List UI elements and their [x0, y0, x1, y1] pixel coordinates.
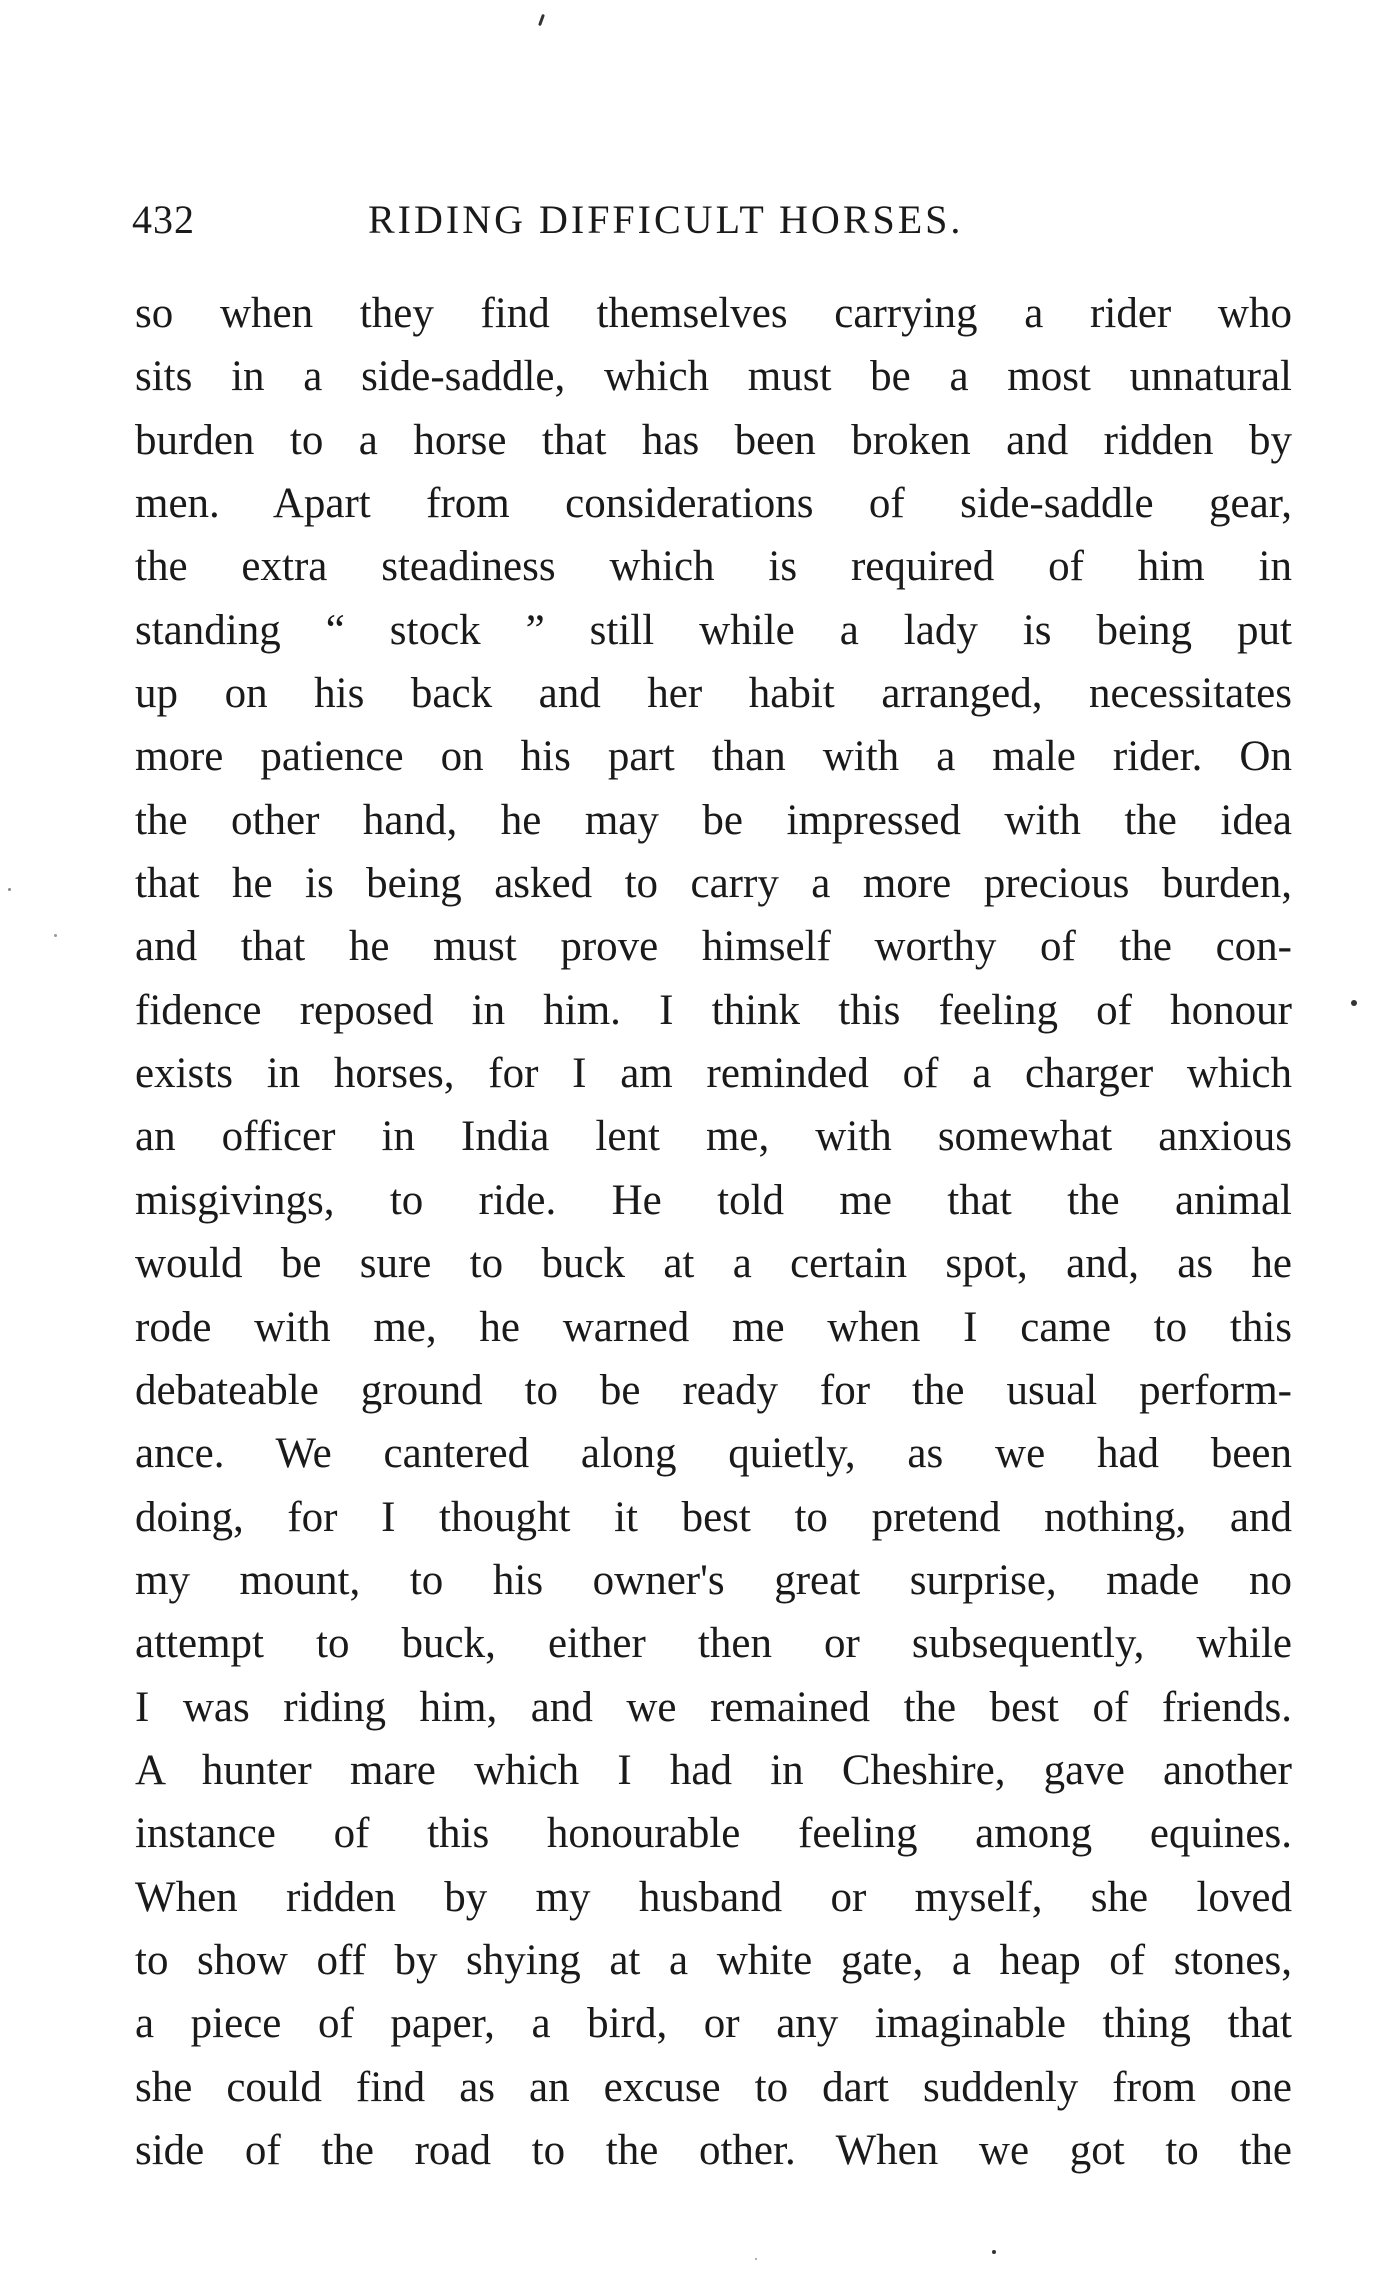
text-line: would be sure to buck at a certain spot, and, as he [135, 1240, 1292, 1288]
text-line: so when they find themselves carrying a rider who [135, 290, 1292, 337]
text-line: that he is being asked to carry a more precious burden, [135, 860, 1292, 908]
text-line: instance of this honourable feeling among equines. [135, 1810, 1292, 1858]
text-line: more patience on his part than with a male rider. On [135, 733, 1292, 781]
text-line: men. Apart from considerations of side-saddle gear, [135, 480, 1292, 528]
text-line: A hunter mare which I had in Cheshire, gave another [135, 1746, 1292, 1794]
text-line: misgivings, to ride. He told me that the animal [135, 1176, 1292, 1224]
text-line: I was riding him, and we remained the best of friends. [135, 1683, 1292, 1731]
body-text [135, 282, 1292, 2182]
scan-speck [755, 2258, 757, 2260]
scan-speck [54, 934, 57, 937]
text-line: doing, for I thought it best to pretend nothing, and [135, 1493, 1292, 1541]
text-line: she could find as an excuse to dart suddenly from one [135, 2063, 1292, 2111]
text-line: fidence reposed in him. I think this feeling of honour [135, 986, 1292, 1034]
text-line: exists in horses, for I am reminded of a charger which [135, 1050, 1292, 1098]
text-line: the extra steadiness which is required of him in [135, 543, 1292, 591]
text-line: an officer in India lent me, with somewhat anxious [135, 1113, 1292, 1161]
text-line: rode with me, he warned me when I came to this [135, 1303, 1292, 1351]
text-line: sits in a side-saddle, which must be a most unnatural [135, 353, 1292, 401]
text-line: burden to a horse that has been broken and ridden by [135, 416, 1292, 464]
text-line: up on his back and her habit arranged, necessitates [135, 670, 1292, 718]
text-line: ance. We cantered along quietly, as we had been [135, 1430, 1292, 1478]
text-line: standing “ stock ” still while a lady is being put [135, 606, 1292, 654]
page-number: 432 [132, 197, 195, 242]
running-title: RIDING DIFFICULT HORSES. [368, 197, 964, 242]
text-line: a piece of paper, a bird, or any imaginable thing that [135, 2000, 1292, 2048]
text-line: debateable ground to be ready for the usual perform- [135, 1366, 1292, 1414]
scan-speck [992, 2250, 996, 2254]
text-line: my mount, to his owner's great surprise, made no [135, 1556, 1292, 1604]
scan-speck [1351, 1000, 1357, 1006]
text-line: side of the road to the other. When we got to the [135, 2126, 1292, 2174]
text-line: the other hand, he may be impressed with the idea [135, 796, 1292, 844]
scan-speck [538, 14, 545, 26]
text-line: and that he must prove himself worthy of the con- [135, 923, 1292, 971]
running-head [132, 196, 1292, 256]
text-line: to show off by shying at a white gate, a heap of stones, [135, 1936, 1292, 1984]
scan-speck [8, 888, 11, 891]
text-line: attempt to buck, either then or subsequently, while [135, 1620, 1292, 1668]
text-line: When ridden by my husband or myself, she loved [135, 1873, 1292, 1921]
